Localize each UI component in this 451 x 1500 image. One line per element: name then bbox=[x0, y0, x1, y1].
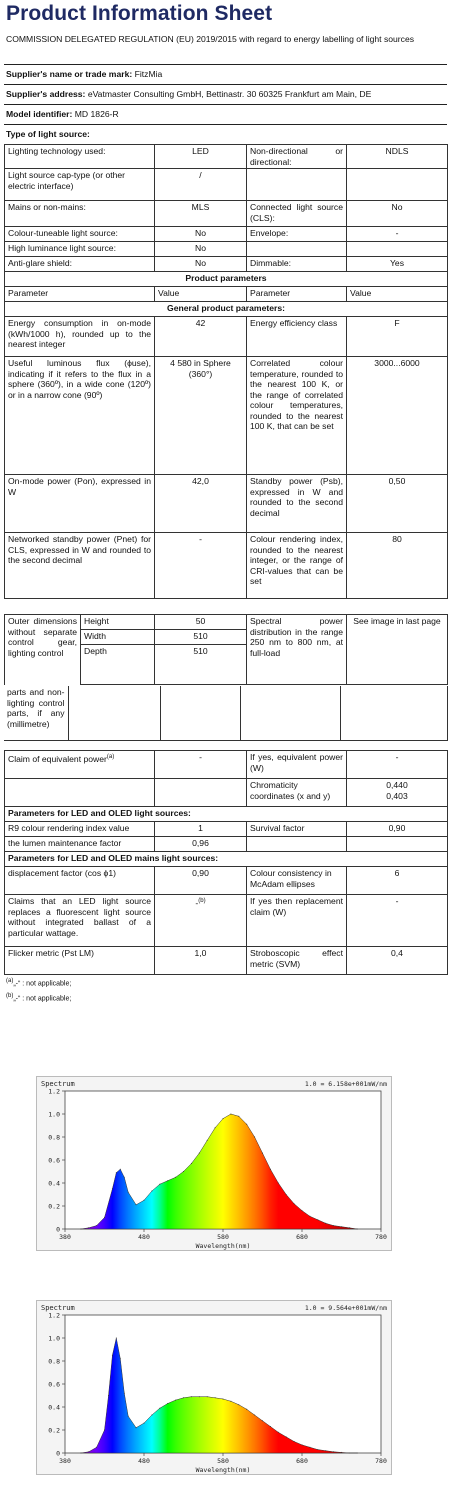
data-point bbox=[302, 1444, 303, 1445]
lumen-label: the lumen maintenance factor bbox=[5, 837, 155, 852]
data-point bbox=[246, 1124, 247, 1125]
data-point bbox=[128, 1416, 129, 1417]
empty-cell bbox=[68, 686, 160, 740]
table-row bbox=[5, 272, 448, 287]
row-value: Yes bbox=[347, 257, 448, 272]
data-point bbox=[207, 1140, 208, 1141]
row-label: Dimmable: bbox=[247, 257, 347, 272]
x-tick-label: 380 bbox=[59, 1457, 71, 1465]
dimensions-continued-table bbox=[4, 686, 448, 741]
flicker-value: 1,0 bbox=[155, 947, 247, 975]
data-point bbox=[167, 1403, 168, 1404]
table-row bbox=[5, 615, 448, 630]
table-row bbox=[5, 867, 448, 895]
data-point bbox=[104, 1430, 105, 1431]
col-parameter: Parameter bbox=[5, 287, 155, 302]
row-label: Useful luminous flux (ϕuse), indicating if it refers to the flux in a sphere (360º), in a wide cone (120º) or in a narrow cone (90º) bbox=[5, 357, 155, 475]
data-point bbox=[254, 1415, 255, 1416]
data-point bbox=[183, 1171, 184, 1172]
data-point bbox=[104, 1217, 105, 1218]
table-row bbox=[5, 533, 448, 599]
table-header-row bbox=[5, 287, 448, 302]
table-row bbox=[5, 357, 448, 475]
chroma-y: 0,403 bbox=[386, 790, 408, 801]
flicker-label: Flicker metric (Pst LM) bbox=[5, 947, 155, 975]
consistency-value: 6 bbox=[347, 867, 448, 895]
data-point bbox=[215, 1397, 216, 1398]
data-point bbox=[270, 1426, 271, 1427]
spectrum-svg-1 bbox=[37, 1077, 391, 1250]
x-tick-label: 680 bbox=[296, 1457, 308, 1465]
data-point bbox=[88, 1451, 89, 1452]
table-row bbox=[5, 751, 448, 779]
table-row bbox=[5, 257, 448, 272]
table-row bbox=[5, 145, 448, 169]
data-point bbox=[223, 1399, 224, 1400]
data-point bbox=[254, 1137, 255, 1138]
row-label: Anti-glare shield: bbox=[5, 257, 155, 272]
data-point bbox=[80, 1229, 81, 1230]
x-tick-label: 580 bbox=[217, 1457, 229, 1465]
general-params-heading: General product parameters: bbox=[5, 302, 448, 317]
table-row bbox=[5, 227, 448, 242]
table-row bbox=[5, 895, 448, 947]
row-value: 80 bbox=[347, 533, 448, 599]
width-label: Width bbox=[81, 630, 155, 645]
empty-cell bbox=[347, 837, 448, 852]
y-tick-label: 1.2 bbox=[48, 1311, 60, 1320]
y-tick-label: 0.6 bbox=[48, 1156, 60, 1165]
equiv-label: Claim of equivalent power bbox=[8, 753, 107, 764]
led-params-heading: Parameters for LED and OLED light sources: bbox=[5, 807, 448, 822]
replace-value: - bbox=[347, 895, 448, 947]
data-point bbox=[183, 1397, 184, 1398]
survival-value: 0,90 bbox=[347, 822, 448, 837]
row-label: Correlated colour temperature, rounded to the nearest 100 K, or the range of correlated colour temperatures, rounded to the nearest 100 K, that can be set bbox=[247, 357, 347, 475]
r9-label: R9 colour rendering index value bbox=[5, 822, 155, 837]
data-point bbox=[96, 1447, 97, 1448]
data-point bbox=[112, 1355, 113, 1356]
data-point bbox=[341, 1226, 342, 1227]
x-tick-label: 780 bbox=[375, 1233, 387, 1241]
row-value: No bbox=[155, 242, 247, 257]
data-point bbox=[116, 1172, 117, 1173]
row-value: / bbox=[155, 169, 247, 201]
table-row bbox=[5, 837, 448, 852]
dimensions-table bbox=[4, 614, 448, 685]
data-point bbox=[108, 1395, 109, 1396]
y-tick-label: 0 bbox=[56, 1225, 60, 1234]
data-point bbox=[120, 1358, 121, 1359]
data-point bbox=[167, 1180, 168, 1181]
light-source-heading: Type of light source: bbox=[6, 129, 90, 139]
led-mains-heading: Parameters for LED and OLED mains light sources: bbox=[5, 852, 448, 867]
row-label bbox=[247, 242, 347, 257]
scale-note: 1.0 = 6.158e+001mW/nm bbox=[304, 1080, 387, 1088]
data-point bbox=[278, 1432, 279, 1433]
row-value: - bbox=[347, 227, 448, 242]
footnote-text: „-“ : not applicable; bbox=[13, 995, 72, 1003]
data-point bbox=[144, 1423, 145, 1424]
x-axis-label: Wavelength(nm) bbox=[195, 1242, 251, 1250]
divider bbox=[4, 124, 447, 125]
data-point bbox=[302, 1210, 303, 1211]
disp-label: displacement factor (cos ϕ1) bbox=[5, 867, 155, 895]
row-value: 42 bbox=[155, 317, 247, 357]
row-value: No bbox=[155, 257, 247, 272]
footnote-b bbox=[6, 993, 71, 1002]
data-point bbox=[333, 1451, 334, 1452]
regulation-subtitle: COMMISSION DELEGATED REGULATION (EU) 2019/2015 with regard to energy labelling of light sources bbox=[6, 34, 415, 44]
footnote-mark: (b) bbox=[6, 993, 14, 999]
data-point bbox=[136, 1427, 137, 1428]
light-source-table bbox=[4, 144, 448, 599]
spd-value: See image in last page bbox=[347, 615, 448, 685]
row-value bbox=[347, 242, 448, 257]
data-point bbox=[144, 1200, 145, 1201]
dimensions-label: Outer dimensions without separate control gear, lighting control bbox=[5, 615, 81, 685]
empty-cell bbox=[155, 779, 247, 807]
row-label: On-mode power (Pon), expressed in W bbox=[5, 475, 155, 533]
equivalent-power-table bbox=[4, 750, 448, 975]
height-label: Height bbox=[81, 615, 155, 630]
data-point bbox=[223, 1118, 224, 1119]
table-row bbox=[5, 317, 448, 357]
data-point bbox=[349, 1227, 350, 1228]
x-tick-label: 480 bbox=[138, 1233, 150, 1241]
empty-cell bbox=[240, 686, 340, 740]
data-point bbox=[309, 1216, 310, 1217]
row-label: Light source cap-type (or other electric interface) bbox=[5, 169, 155, 201]
lumen-value: 0,96 bbox=[155, 837, 247, 852]
x-axis-label: Wavelength(nm) bbox=[195, 1466, 251, 1474]
data-point bbox=[294, 1203, 295, 1204]
row-label: Networked standby power (Pnet) for CLS, expressed in W and rounded to the second decimal bbox=[5, 533, 155, 599]
col-parameter: Parameter bbox=[247, 287, 347, 302]
y-tick-label: 0.8 bbox=[48, 1133, 60, 1142]
model-value: MD 1826-R bbox=[74, 109, 119, 119]
data-point bbox=[262, 1153, 263, 1154]
strobo-label: Stroboscopic effect metric (SVM) bbox=[247, 947, 347, 975]
table-row bbox=[5, 779, 448, 807]
table-row bbox=[5, 201, 448, 227]
row-value: 0,50 bbox=[347, 475, 448, 533]
replace-label: If yes then replacement claim (W) bbox=[247, 895, 347, 947]
data-point bbox=[317, 1449, 318, 1450]
table-row bbox=[5, 475, 448, 533]
data-point bbox=[325, 1450, 326, 1451]
row-value: F bbox=[347, 317, 448, 357]
row-value: No bbox=[155, 227, 247, 242]
depth-value: 510 bbox=[155, 645, 247, 685]
row-value: MLS bbox=[155, 201, 247, 227]
product-params-heading: Product parameters bbox=[5, 272, 448, 287]
data-point bbox=[191, 1396, 192, 1397]
table-row bbox=[5, 822, 448, 837]
data-point bbox=[309, 1447, 310, 1448]
scale-note: 1.0 = 9.564e+001mW/nm bbox=[304, 1304, 387, 1312]
model-row bbox=[6, 109, 119, 119]
spectrum-chart-2 bbox=[36, 1300, 392, 1475]
row-label: Non-directional or directional: bbox=[247, 145, 347, 169]
row-label: Envelope: bbox=[247, 227, 347, 242]
row-label: Energy efficiency class bbox=[247, 317, 347, 357]
data-point bbox=[207, 1396, 208, 1397]
model-label: Model identifier: bbox=[6, 109, 73, 119]
data-point bbox=[136, 1204, 137, 1205]
data-point bbox=[278, 1183, 279, 1184]
y-tick-label: 0.6 bbox=[48, 1380, 60, 1389]
data-point bbox=[151, 1415, 152, 1416]
data-point bbox=[317, 1219, 318, 1220]
data-point bbox=[96, 1225, 97, 1226]
y-tick-label: 0.4 bbox=[48, 1403, 60, 1412]
empty-cell bbox=[340, 686, 447, 740]
x-tick-label: 580 bbox=[217, 1233, 229, 1241]
row-value: LED bbox=[155, 145, 247, 169]
spectrum-chart-1 bbox=[36, 1076, 392, 1251]
x-tick-label: 480 bbox=[138, 1457, 150, 1465]
data-point bbox=[246, 1409, 247, 1410]
equiv-yes-value: - bbox=[347, 751, 448, 779]
row-value: 3000...6000 bbox=[347, 357, 448, 475]
empty-cell bbox=[247, 837, 347, 852]
y-tick-label: 1.2 bbox=[48, 1087, 60, 1096]
spd-label: Spectral power distribution in the range 250 nm to 800 nm, at full-load bbox=[247, 615, 347, 685]
footnote-mark: (a) bbox=[6, 978, 14, 984]
equiv-value: - bbox=[155, 751, 247, 779]
y-tick-label: 0.2 bbox=[48, 1426, 60, 1435]
y-tick-label: 0.4 bbox=[48, 1179, 60, 1188]
row-value bbox=[347, 169, 448, 201]
footnote-b-mark: (b) bbox=[198, 898, 206, 904]
table-row bbox=[5, 242, 448, 257]
data-point bbox=[88, 1227, 89, 1228]
data-point bbox=[238, 1116, 239, 1117]
data-point bbox=[159, 1184, 160, 1185]
claims-label: Claims that an LED light source replaces a fluorescent light source without integrated ballast of a particular wattage. bbox=[5, 895, 155, 947]
row-label bbox=[247, 169, 347, 201]
y-tick-label: 0 bbox=[56, 1449, 60, 1458]
supplier-name-label: Supplier's name or trade mark: bbox=[6, 69, 133, 79]
data-point bbox=[286, 1436, 287, 1437]
data-point bbox=[112, 1188, 113, 1189]
data-point bbox=[191, 1163, 192, 1164]
data-point bbox=[199, 1153, 200, 1154]
row-label: Colour-tuneable light source: bbox=[5, 227, 155, 242]
data-point bbox=[199, 1396, 200, 1397]
data-point bbox=[124, 1393, 125, 1394]
disp-value: 0,90 bbox=[155, 867, 247, 895]
row-label: Colour rendering index, rounded to the nearest integer, or the range of CRI-values that can be set bbox=[247, 533, 347, 599]
survival-label: Survival factor bbox=[247, 822, 347, 837]
data-point bbox=[124, 1177, 125, 1178]
spectrum-svg-2 bbox=[37, 1301, 391, 1474]
row-label: Standby power (Psb), expressed in W and rounded to the second decimal bbox=[247, 475, 347, 533]
table-row bbox=[5, 302, 448, 317]
data-point bbox=[325, 1223, 326, 1224]
data-point bbox=[286, 1194, 287, 1195]
empty-cell bbox=[5, 779, 155, 807]
data-point bbox=[215, 1127, 216, 1128]
data-point bbox=[333, 1225, 334, 1226]
data-point bbox=[230, 1114, 231, 1115]
data-point bbox=[262, 1420, 263, 1421]
footnote-a-mark: (a) bbox=[106, 754, 115, 760]
data-point bbox=[128, 1192, 129, 1193]
strobo-value: 0,4 bbox=[347, 947, 448, 975]
x-tick-label: 680 bbox=[296, 1233, 308, 1241]
row-label: Mains or non-mains: bbox=[5, 201, 155, 227]
data-point bbox=[349, 1453, 350, 1454]
data-point bbox=[270, 1169, 271, 1170]
depth-label: Depth bbox=[81, 645, 155, 685]
consistency-label: Colour consistency in McAdam ellipses bbox=[247, 867, 347, 895]
data-point bbox=[357, 1453, 358, 1454]
chroma-values bbox=[347, 779, 448, 807]
chroma-x: 0,440 bbox=[386, 780, 408, 790]
x-tick-label: 780 bbox=[375, 1457, 387, 1465]
dimensions-label-continued: parts and non-lighting control parts, if any (millimetre) bbox=[4, 686, 68, 740]
table-row bbox=[4, 686, 447, 740]
col-value: Value bbox=[155, 287, 247, 302]
row-label: Energy consumption in on-mode (kWh/1000 h), rounded up to the nearest integer bbox=[5, 317, 155, 357]
claims-value-cell bbox=[155, 895, 247, 947]
supplier-address-value: eVatmaster Consulting GmbH, Bettinastr. 30 60325 Frankfurt am Main, DE bbox=[87, 89, 372, 99]
page-title: Product Information Sheet bbox=[6, 2, 273, 25]
col-value: Value bbox=[347, 287, 448, 302]
divider bbox=[4, 64, 447, 65]
data-point bbox=[341, 1452, 342, 1453]
width-value: 510 bbox=[155, 630, 247, 645]
data-point bbox=[80, 1453, 81, 1454]
row-value: 42,0 bbox=[155, 475, 247, 533]
data-point bbox=[116, 1338, 117, 1339]
empty-cell bbox=[160, 686, 240, 740]
chart-title: Spectrum bbox=[41, 1080, 75, 1088]
data-point bbox=[175, 1177, 176, 1178]
row-value: 4 580 in Sphere (360°) bbox=[155, 357, 247, 475]
y-tick-label: 0.8 bbox=[48, 1357, 60, 1366]
divider bbox=[4, 104, 447, 105]
table-row bbox=[5, 169, 448, 201]
y-tick-label: 1.0 bbox=[48, 1110, 60, 1119]
supplier-name-value: FitzMia bbox=[134, 69, 163, 79]
row-value: No bbox=[347, 201, 448, 227]
y-tick-label: 1.0 bbox=[48, 1334, 60, 1343]
data-point bbox=[175, 1400, 176, 1401]
data-point bbox=[230, 1401, 231, 1402]
row-label: High luminance light source: bbox=[5, 242, 155, 257]
chart-title: Spectrum bbox=[41, 1304, 75, 1312]
equiv-label-cell bbox=[5, 751, 155, 779]
footnote-text: „-“ : not applicable; bbox=[13, 980, 72, 988]
row-value: - bbox=[155, 533, 247, 599]
row-label: Lighting technology used: bbox=[5, 145, 155, 169]
table-row bbox=[5, 807, 448, 822]
supplier-name-row bbox=[6, 69, 162, 79]
claims-value: - bbox=[195, 897, 199, 908]
row-value: NDLS bbox=[347, 145, 448, 169]
row-label: Connected light source (CLS): bbox=[247, 201, 347, 227]
table-row bbox=[5, 947, 448, 975]
height-value: 50 bbox=[155, 615, 247, 630]
data-point bbox=[357, 1229, 358, 1230]
x-tick-label: 380 bbox=[59, 1233, 71, 1241]
supplier-address-row bbox=[6, 89, 371, 99]
divider bbox=[4, 84, 447, 85]
chroma-label: Chromaticity coordinates (x and y) bbox=[247, 779, 347, 807]
data-point bbox=[120, 1169, 121, 1170]
data-point bbox=[151, 1191, 152, 1192]
data-point bbox=[159, 1408, 160, 1409]
y-tick-label: 0.2 bbox=[48, 1202, 60, 1211]
r9-value: 1 bbox=[155, 822, 247, 837]
supplier-address-label: Supplier's address: bbox=[6, 89, 86, 99]
data-point bbox=[238, 1404, 239, 1405]
table-row bbox=[5, 852, 448, 867]
equiv-yes-label: If yes, equivalent power (W) bbox=[247, 751, 347, 779]
footnote-a bbox=[6, 978, 71, 987]
data-point bbox=[294, 1441, 295, 1442]
